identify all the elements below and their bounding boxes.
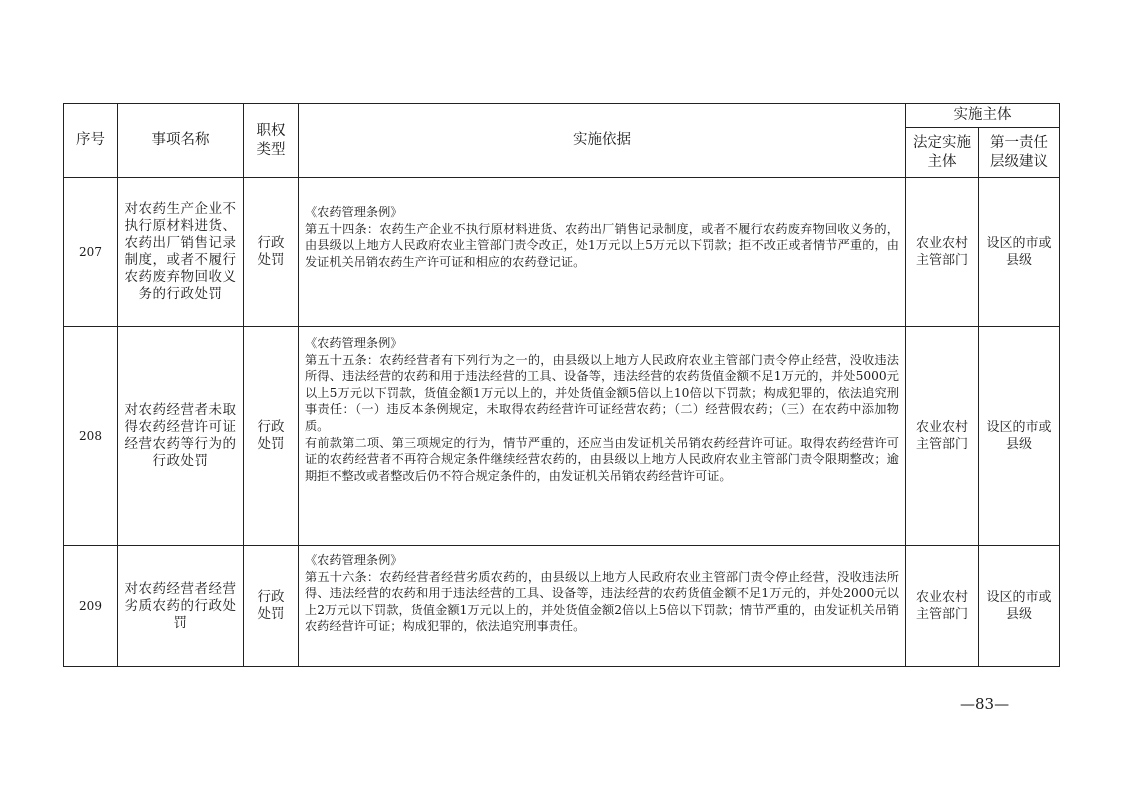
header-type bbox=[244, 104, 299, 178]
header-first-level bbox=[979, 128, 1060, 178]
row-seq: 209 bbox=[64, 546, 118, 667]
row-item-name: 对农药生产企业不执行原材料进货、农药出厂销售记录制度，或者不履行农药废弃物回收义务的行政处罚 bbox=[118, 178, 244, 327]
row-power-type-text: 行政处罚 bbox=[257, 235, 285, 268]
table-row bbox=[64, 546, 1060, 667]
row-legal-subject: 农业农村主管部门 bbox=[906, 178, 979, 327]
row-item-name: 对农药经营者未取得农药经营许可证经营农药等行为的行政处罚 bbox=[118, 327, 244, 546]
header-basis: 实施依据 bbox=[299, 104, 906, 178]
basis-paragraph: 第五十四条：农药生产企业不执行原材料进货、农药出厂销售记录制度，或者不履行农药废弃物回收义务的，由县级以上地方人民政府农业主管部门责令改正，处1万元以上5万元以下罚款；拒不改正或者情节严重的，由发证机关吊销农药生产许可证和相应的农药登记证。 bbox=[305, 221, 899, 269]
table-row bbox=[64, 327, 1060, 546]
row-power-type-text: 行政处罚 bbox=[257, 419, 285, 452]
header-first-level-text: 第一责任层级建议 bbox=[990, 134, 1048, 170]
row-legal-subject: 农业农村主管部门 bbox=[906, 546, 979, 667]
row-power-type-text: 行政处罚 bbox=[257, 589, 285, 622]
row-first-level: 设区的市或县级 bbox=[979, 178, 1060, 327]
header-subject-group: 实施主体 bbox=[906, 104, 1060, 128]
basis-paragraph: 第五十五条：农药经营者有下列行为之一的，由县级以上地方人民政府农业主管部门责令停止经营，没收违法所得、违法经营的农药和用于违法经营的工具、设备等，违法经营的农药货值金额不足1万元的，并处5000元以上5万元以下罚款，货值金额1万元以上的，并处货值金额5倍以上10倍以下罚款；构成犯罪的，依法追究刑事责任：（一）违反本条例规定，未取得农药经营许可证经营农药；（二）经营假农药；（三）在农药中添加物质。 bbox=[305, 352, 899, 433]
row-power-type bbox=[244, 327, 299, 546]
basis-paragraph: 《农药管理条例》 bbox=[305, 205, 403, 219]
row-first-level: 设区的市或县级 bbox=[979, 327, 1060, 546]
row-basis bbox=[299, 546, 906, 667]
table-row bbox=[64, 178, 1060, 327]
row-legal-subject: 农业农村主管部门 bbox=[906, 327, 979, 546]
row-power-type bbox=[244, 546, 299, 667]
basis-paragraph: 有前款第二项、第三项规定的行为，情节严重的，还应当由发证机关吊销农药经营许可证。取得农药经营许可证的农药经营者不再符合规定条件继续经营农药的，由县级以上地方人民政府农业主管部门责令限期整改；逾期拒不整改或者整改后仍不符合规定条件的，由发证机关吊销农药经营许可证。 bbox=[305, 435, 899, 483]
row-first-level: 设区的市或县级 bbox=[979, 546, 1060, 667]
header-legal-subject bbox=[906, 128, 979, 178]
enforcement-items-table bbox=[63, 103, 1060, 667]
header-type-text: 职权类型 bbox=[256, 122, 286, 158]
row-power-type bbox=[244, 178, 299, 327]
basis-paragraph: 第五十六条：农药经营者经营劣质农药的，由县级以上地方人民政府农业主管部门责令停止经营，没收违法所得、违法经营的农药和用于违法经营的工具、设备等，违法经营的农药货值金额不足1万元的，并处2000元以上2万元以下罚款，货值金额1万元以上的，并处货值金额2倍以上5倍以下罚款；情节严重的，由发证机关吊销农药经营许可证；构成犯罪的，依法追究刑事责任。 bbox=[305, 569, 899, 634]
row-seq: 207 bbox=[64, 178, 118, 327]
header-name: 事项名称 bbox=[118, 104, 244, 178]
header-legal-subject-text: 法定实施主体 bbox=[913, 134, 971, 170]
row-basis bbox=[299, 327, 906, 546]
row-item-name: 对农药经营者经营劣质农药的行政处罚 bbox=[118, 546, 244, 667]
row-basis bbox=[299, 178, 906, 327]
basis-paragraph: 《农药管理条例》 bbox=[305, 553, 403, 567]
row-seq: 208 bbox=[64, 327, 118, 546]
header-seq: 序号 bbox=[64, 104, 118, 178]
basis-paragraph: 《农药管理条例》 bbox=[305, 336, 403, 350]
page-number: —83— bbox=[960, 695, 1010, 713]
